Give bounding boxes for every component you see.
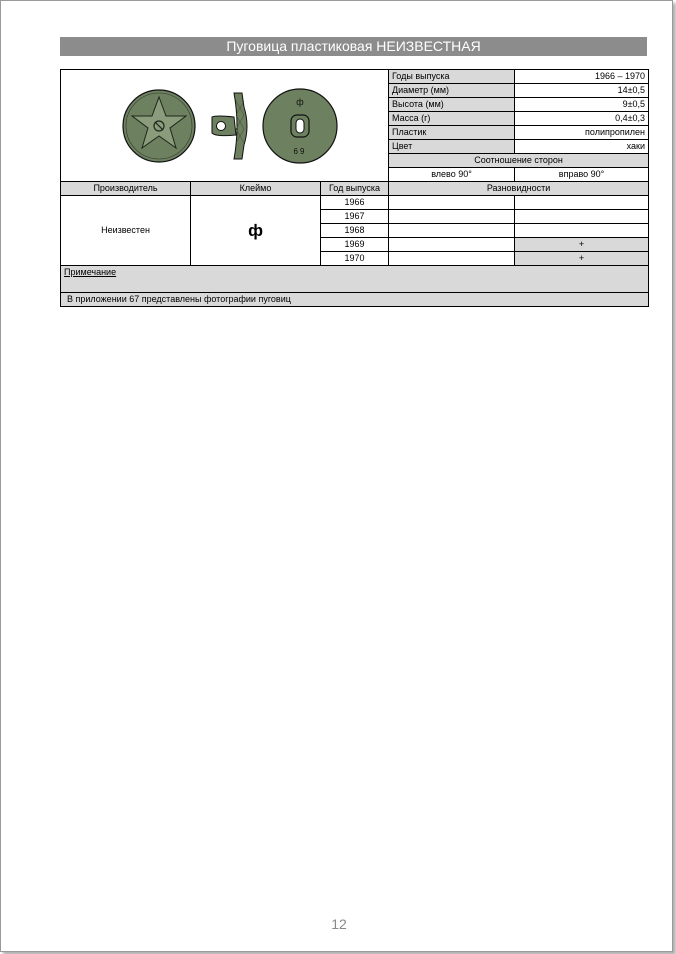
year-cell: 1970 — [321, 252, 389, 266]
property-value: 9±0,5 — [515, 98, 649, 112]
property-label: Диаметр (мм) — [389, 84, 515, 98]
property-value: хаки — [515, 140, 649, 154]
variant-cell — [515, 196, 649, 210]
property-label: Годы выпуска — [389, 70, 515, 84]
variant-cell — [389, 196, 515, 210]
header-mark: Клеймо — [191, 182, 321, 196]
header-manufacturer: Производитель — [61, 182, 191, 196]
variant-cell — [515, 224, 649, 238]
page-title: Пуговица пластиковая НЕИЗВЕСТНАЯ — [60, 37, 647, 56]
year-cell: 1967 — [321, 210, 389, 224]
variant-cell — [389, 252, 515, 266]
variant-cell: + — [515, 252, 649, 266]
variant-cell: + — [515, 238, 649, 252]
header-variants: Разновидности — [389, 182, 649, 196]
year-cell: 1968 — [321, 224, 389, 238]
button-side-image — [212, 93, 247, 159]
property-label: Цвет — [389, 140, 515, 154]
header-year: Год выпуска — [321, 182, 389, 196]
property-label: Пластик — [389, 126, 515, 140]
back-mark-text: ф — [296, 96, 304, 107]
back-number-text: 69 — [293, 146, 307, 156]
button-images — [64, 71, 389, 181]
ratio-left: влево 90° — [389, 168, 515, 182]
property-value: 1966 – 1970 — [515, 70, 649, 84]
ratio-header: Соотношение сторон — [389, 154, 649, 168]
variant-cell — [389, 238, 515, 252]
note-title-cell — [61, 266, 649, 293]
manufacturer-cell: Неизвестен — [61, 196, 191, 266]
mark-cell: ф — [191, 196, 321, 266]
property-value: 14±0,5 — [515, 84, 649, 98]
property-value: 0,4±0,3 — [515, 112, 649, 126]
variant-cell — [515, 210, 649, 224]
year-cell: 1966 — [321, 196, 389, 210]
year-cell: 1969 — [321, 238, 389, 252]
button-back-image — [263, 89, 337, 163]
note-title: Примечание — [64, 267, 117, 277]
property-value: полипропилен — [515, 126, 649, 140]
button-images-cell — [61, 70, 389, 182]
button-front-image — [123, 90, 195, 162]
note-text: В приложении 67 представлены фотографии пуговиц — [61, 293, 649, 307]
ratio-right: вправо 90° — [515, 168, 649, 182]
property-label: Масса (г) — [389, 112, 515, 126]
page-number: 12 — [331, 916, 347, 932]
property-label: Высота (мм) — [389, 98, 515, 112]
button-spec-table — [60, 69, 649, 307]
variant-cell — [389, 210, 515, 224]
variant-cell — [389, 224, 515, 238]
